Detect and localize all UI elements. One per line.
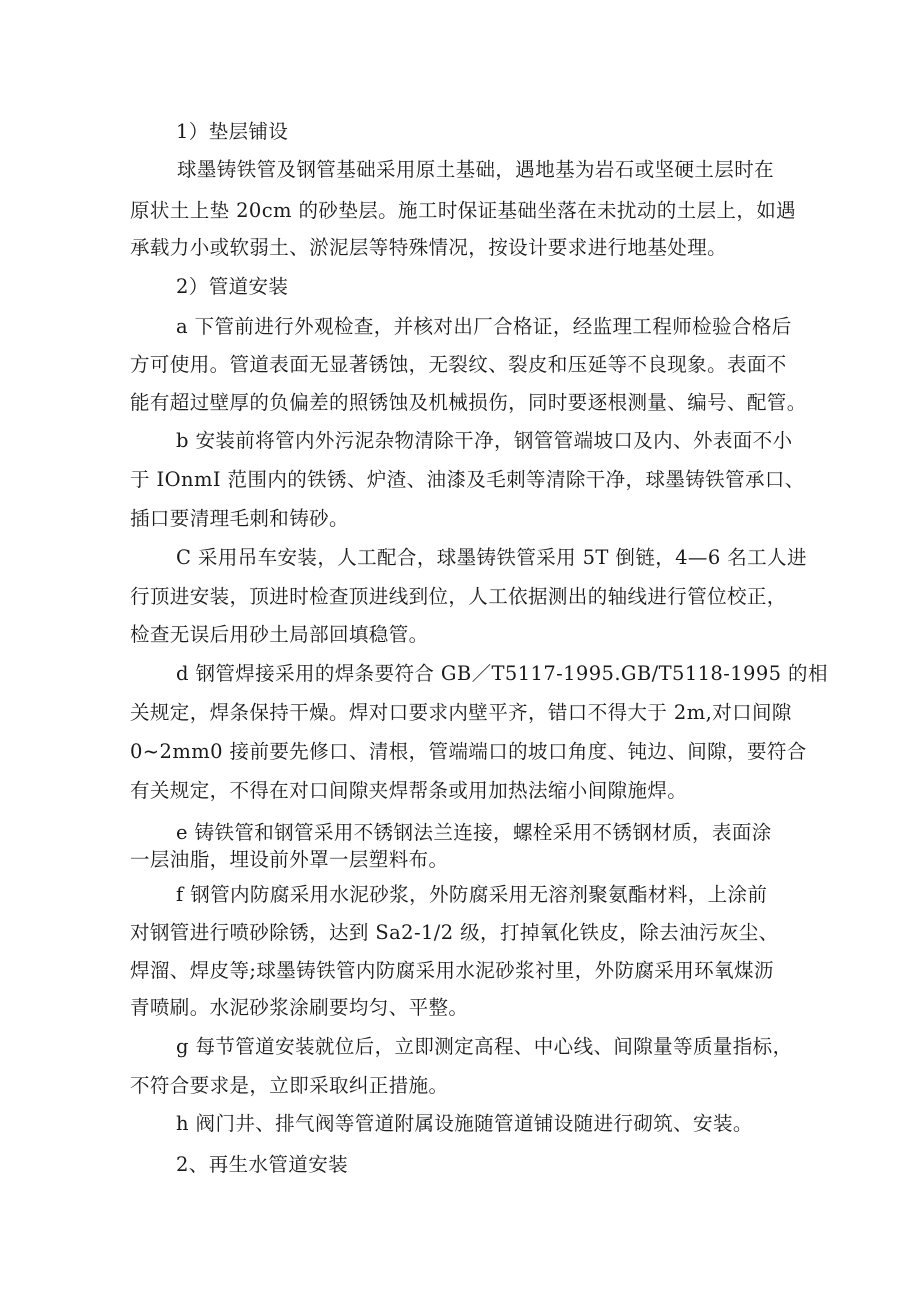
text-line: 检查无误后用砂土局部回填稳管。 — [130, 623, 429, 646]
text-line: 0~2mm0 接前要先修口、清根，管端端口的坡口角度、钝边、间隙，要符合 — [130, 740, 807, 763]
text-line: 不符合要求是，立即采取纠正措施。 — [130, 1074, 449, 1097]
text-line: h 阀门井、排气阀等管道附属设施随管道铺设随进行砌筑、安装。 — [176, 1112, 753, 1135]
text-line: g 每节管道安装就位后，立即测定高程、中心线、间隙量等质量指标， — [176, 1035, 793, 1058]
text-line: 青喷刷。水泥砂浆涂刷要均匀、平整。 — [130, 996, 469, 1019]
text-line: 有关规定，不得在对口间隙夹焊帮条或用加热法缩小间隙施焊。 — [130, 779, 688, 802]
text-line: 承载力小或软弱土、淤泥层等特殊情况，按设计要求进行地基处理。 — [130, 236, 728, 259]
text-line: 焊溜、焊皮等;球墨铸铁管内防腐采用水泥砂浆衬里，外防腐采用环氧煤沥 — [130, 959, 774, 982]
text-line: 行顶进安装，顶进时检查顶进线到位，人工依据测出的轴线进行管位校正， — [130, 585, 787, 608]
text-line: 插口要清理毛刺和铸砂。 — [130, 507, 349, 530]
text-line: 能有超过壁厚的负偏差的照锈蚀及机械损伤，同时要逐根测量、编号、配管。 — [130, 391, 807, 414]
text-line: a 下管前进行外观检查，并核对出厂合格证，经监理工程师检验合格后 — [176, 315, 792, 338]
text-line: e 铸铁管和钢管采用不锈钢法兰连接，螺栓采用不锈钢材质，表面涂 — [176, 821, 772, 844]
text-line: 关规定，焊条保持干燥。焊对口要求内壁平齐，错口不得大于 2m,对口间隙 — [130, 701, 792, 724]
text-line: b 安装前将管内外污泥杂物清除干净，钢管管端坡口及内、外表面不小 — [176, 429, 793, 452]
text-line: 方可使用。管道表面无显著锈蚀，无裂纹、裂皮和压延等不良现象。表面不 — [130, 353, 787, 376]
heading-pipe-installation: 2）管道安装 — [176, 275, 289, 298]
text-line: 一层油脂，埋设前外罩一层塑料布。 — [130, 848, 449, 871]
text-line: d 钢管焊接采用的焊条要符合 GB／T5117-1995.GB/T5118-1995 的相 — [176, 662, 828, 685]
heading-cushion-layer: 1）垫层铺设 — [176, 120, 289, 143]
text-line: 于 IOnmI 范围内的铁锈、炉渣、油漆及毛刺等清除干净，球墨铸铁管承口、 — [130, 468, 805, 491]
text-line: C 采用吊车安装，人工配合，球墨铸铁管采用 5T 倒链，4—6 名工人进 — [176, 546, 807, 569]
text-line: 原状土上垫 20cm 的砂垫层。施工时保证基础坐落在未扰动的土层上，如遇 — [130, 199, 797, 222]
text-line: 球墨铸铁管及钢管基础采用原土基础，遇地基为岩石或坚硬土层时在 — [177, 158, 775, 181]
text-line: f 钢管内防腐采用水泥砂浆，外防腐采用无溶剂聚氨酯材料，上涂前 — [176, 883, 768, 906]
text-line: 对钢管进行喷砂除锈，达到 Sa2-1/2 级，打掉氧化铁皮，除去油污灰尘、 — [130, 921, 779, 944]
heading-reclaimed-water-pipe: 2、再生水管道安装 — [176, 1153, 349, 1176]
